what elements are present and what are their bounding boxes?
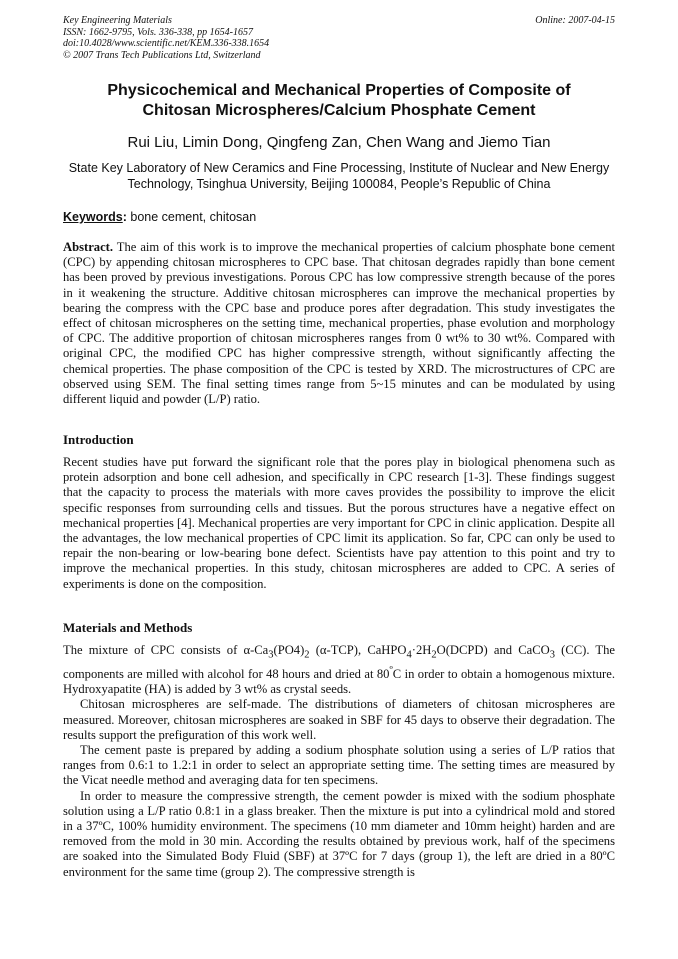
methods-paragraph-3: The cement paste is prepared by adding a sodium phosphate solution using a series of L/P ratios that ranges from 0.6:1 to 1.2:1 in order to select an appropriate setting time. The setting times are measured by the Vicat needle method and averaging data for ten specimens. (63, 742, 615, 788)
title-line-2: Chitosan Microspheres/Calcium Phosphate Cement (142, 102, 536, 119)
intro-paragraph: Recent studies have put forward the significant role that the pores play in biological phenomena such as protein adsorption and bone cell adhesion, and specifically in CPC research [1-3]. These findings suggest that the capacity to process the materials with more caves provides the possibility to improve the elicit specific responses from surrounding cells and tissues. But the porous structures have a negative effect on mechanical properties [4]. Mechanical properties are very important for CPC in clinic application. Despite all the advantages, the low mechanical properties of CPC limit its application. So far, CPC can only be used to repair the non-bearing or low-bearing bone defect. Scientists have pay attention to this point and try to improve the mechanical properties. In this study, chitosan microspheres are added to CPC. A series of experiments is done on the composition. (63, 455, 615, 591)
copyright-line: © 2007 Trans Tech Publications Ltd, Switzerland (63, 49, 261, 61)
abstract-text: The aim of this work is to improve the mechanical properties of calcium phosphate bone cement (CPC) by appending chitosan microspheres to CPC base. That chitosan degrades rapidly than bone cement has been proved by previous investigations. Porous CPC has low compressive strength because of the pores in it weakening the structure. Additive chitosan microspheres can improve the mechanical properties by bearing the compress with the CPC base and produce pores after degradation. This study investigates the effect of chitosan microspheres on the setting time, mechanical properties, phase evolution and morphology of CPC. The additive proportion of chitosan microspheres ranges from 0 wt% to 30 wt%. Compared with original CPC, the modified CPC has higher compressive strength, without significantly affecting the chemical properties. The phase composition of the CPC is tested by XRD. The microstructures of CPC are observed using SEM. The final setting times range from 5~15 minutes and can be modulated by using different liquid and powder (L/P) ratio. (63, 240, 615, 407)
methods-paragraph-2: Chitosan microspheres are self-made. The distributions of diameters of chitosan microspheres are measured. Moreover, chitosan microspheres are soaked in SBF for 45 days to observe their degradation. The results support the prefiguration of this work well. (63, 697, 615, 742)
issn-line: ISSN: 1662-9795, Vols. 336-338, pp 1654-1657 (63, 26, 253, 38)
methods-text (63, 643, 615, 880)
abstract-label: Abstract. (63, 240, 114, 254)
affiliation-line-1: State Key Laboratory of New Ceramics and Fine Processing, Institute of Nuclear and New Energy (68, 161, 610, 175)
journal-header (63, 15, 615, 61)
title-line-1: Physicochemical and Mechanical Properties of Composite of (107, 82, 571, 99)
introduction-text (63, 455, 615, 592)
methods-paragraph-4: In order to measure the compressive strength, the cement powder is mixed with the sodium phosphate solution using a L/P ratio 0.8:1 in a glass breaker. Then the mixture is put into a cylindrical mold and stored in a 37ºC, 100% humidity environment. The specimens (10 mm diameter and 10mm height) harden and are removed from the mold in 30 min. According the results obtained by previous work, half of the specimens are soaked into the Simulated Body Fluid (SBF) at 37ºC for 7 days (group 1), the left are dried in a 80ºC environment for the same time (group 2). The compressive strength is (63, 788, 615, 879)
section-heading-introduction: Introduction (63, 432, 134, 447)
abstract (63, 240, 615, 407)
keywords (63, 210, 256, 224)
affiliation (58, 160, 620, 192)
affiliation-line-2: Technology, Tsinghua University, Beijing 100084, People’s Republic of China (127, 177, 551, 191)
paper-title (50, 81, 628, 121)
online-date: Online: 2007-04-15 (535, 15, 615, 26)
keywords-text: bone cement, chitosan (126, 210, 257, 224)
keywords-label: Keywords (63, 210, 123, 224)
doi-line[interactable]: doi:10.4028/www.scientific.net/KEM.336-338.1654 (63, 38, 270, 49)
author-list: Rui Liu, Limin Dong, Qingfeng Zan, Chen Wang and Jiemo Tian (127, 134, 551, 151)
section-heading-methods: Materials and Methods (63, 620, 193, 635)
methods-paragraph-1: The mixture of CPC consists of $\alpha-Ca_3(PO4)_2$ (α-TCP), $CaHPO_4\cdot 2H_2O(DCPD)$ and CaCO$_3$ (CC). The components are milled with alcohol for 48 hours and dried at $80^ºC$ in order to obtain a homogenous mixture. Hydroxyapatite (HA) is added by 3 wt% as crystal seeds. (63, 643, 615, 697)
journal-name: Key Engineering Materials (63, 15, 172, 26)
keywords-colon: : (122, 210, 127, 224)
